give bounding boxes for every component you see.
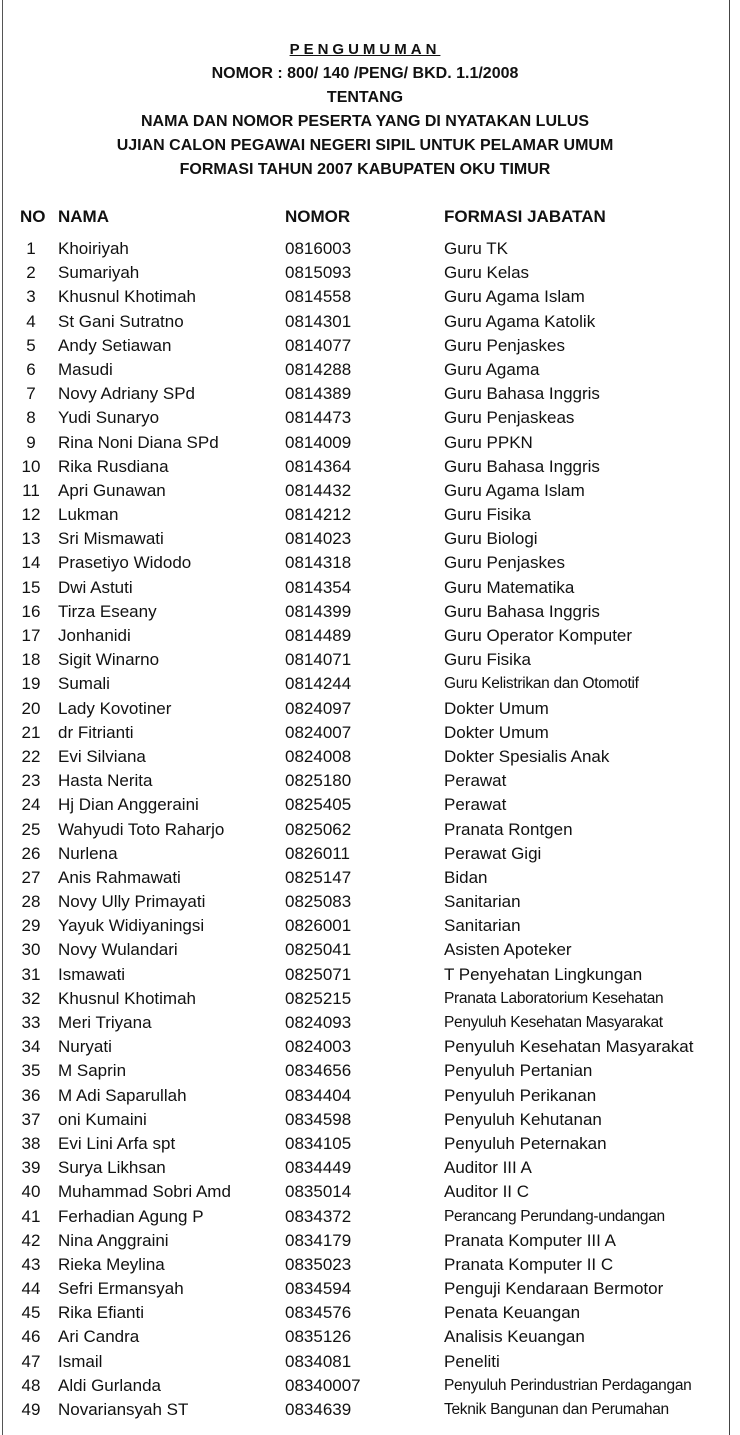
participant-name: St Gani Sutratno xyxy=(58,311,184,331)
table-row xyxy=(0,1253,730,1277)
announcement-number: NOMOR : 800/ 140 /PENG/ BKD. 1.1/2008 xyxy=(211,65,519,82)
row-number: 8 xyxy=(26,408,36,428)
participant-number: 0826001 xyxy=(285,916,352,936)
table-row xyxy=(0,1132,730,1156)
table-row xyxy=(0,769,730,793)
table-row xyxy=(0,648,730,672)
participant-number: 0824007 xyxy=(285,722,352,742)
table-row xyxy=(0,1035,730,1059)
participant-name: M Saprin xyxy=(58,1061,127,1081)
position-formation: Guru Kelistrikan dan Otomotif xyxy=(444,675,639,693)
row-number: 17 xyxy=(21,626,41,645)
participant-number: 0834594 xyxy=(285,1279,352,1299)
participant-name: Novy Ully Primayati xyxy=(58,892,206,912)
position-formation: Auditor II C xyxy=(444,1182,530,1202)
table-row xyxy=(0,987,730,1011)
participant-number: 0814288 xyxy=(285,359,352,379)
row-number: 48 xyxy=(21,1375,41,1395)
row-number: 24 xyxy=(21,795,41,815)
participant-number: 0834449 xyxy=(285,1158,352,1178)
row-number: 37 xyxy=(21,1109,41,1129)
participant-number: 0814071 xyxy=(285,650,352,670)
row-number: 22 xyxy=(21,746,41,766)
participant-number: 0814301 xyxy=(285,311,352,331)
position-formation: Penata Keuangan xyxy=(444,1303,581,1323)
table-row xyxy=(0,1301,730,1325)
position-formation: Guru Penjaskes xyxy=(444,553,565,573)
row-number: 38 xyxy=(21,1133,41,1153)
participant-number: 0814489 xyxy=(285,626,352,645)
participant-number: 0814244 xyxy=(285,674,352,694)
row-number: 13 xyxy=(21,529,41,549)
table-row xyxy=(0,600,730,624)
row-number: 1 xyxy=(26,239,36,258)
participant-name: Surya Likhsan xyxy=(58,1158,166,1178)
table-row xyxy=(0,842,730,866)
participant-number: 08340007 xyxy=(285,1375,361,1395)
participant-name: Lukman xyxy=(58,505,119,525)
table-row xyxy=(0,672,730,696)
row-number: 9 xyxy=(26,432,36,452)
participant-number: 0825062 xyxy=(285,819,352,839)
row-number: 23 xyxy=(21,771,41,791)
table-row xyxy=(0,1108,730,1132)
participant-number: 0814389 xyxy=(285,384,352,404)
participant-number: 0814023 xyxy=(285,529,352,549)
participant-name: Novariansyah ST xyxy=(58,1400,189,1419)
participant-number: 0834372 xyxy=(285,1206,352,1226)
participant-number: 0835014 xyxy=(285,1182,352,1202)
participant-name: Sefri Ermansyah xyxy=(58,1279,184,1299)
position-formation: Penyuluh Pertanian xyxy=(444,1061,593,1081)
position-formation: Sanitarian xyxy=(444,916,521,936)
participant-number: 0814354 xyxy=(285,577,352,597)
row-number: 6 xyxy=(26,359,36,379)
row-number: 20 xyxy=(21,698,41,718)
position-formation: Dokter Umum xyxy=(444,722,549,742)
position-formation: Guru Fisika xyxy=(444,505,531,525)
position-formation: Guru Agama Islam xyxy=(444,480,585,500)
participant-name: Yudi Sunaryo xyxy=(58,408,160,428)
position-formation: Pranata Komputer III A xyxy=(444,1230,616,1250)
participant-number: 0834576 xyxy=(285,1303,352,1323)
participant-number: 0825147 xyxy=(285,867,352,887)
participant-name: Nuryati xyxy=(58,1037,112,1057)
position-formation: Perawat xyxy=(444,771,507,791)
position-formation: Dokter Spesialis Anak xyxy=(444,746,610,766)
position-formation: Penyuluh Kehutanan xyxy=(444,1109,602,1129)
participant-number: 0814558 xyxy=(285,287,352,307)
participant-name: Andy Setiawan xyxy=(58,335,172,355)
table-row xyxy=(0,1180,730,1204)
participant-name: dr Fitrianti xyxy=(58,722,134,742)
table-row xyxy=(0,938,730,962)
row-number: 7 xyxy=(26,384,36,404)
position-formation: Dokter Umum xyxy=(444,698,549,718)
position-formation: Guru Bahasa Inggris xyxy=(444,456,600,476)
row-number: 47 xyxy=(21,1351,41,1371)
row-number: 27 xyxy=(21,867,41,887)
table-row xyxy=(0,1374,730,1398)
participant-name: Novy Adriany SPd xyxy=(58,384,196,404)
table-row xyxy=(0,1350,730,1374)
position-formation: Teknik Bangunan dan Perumahan xyxy=(444,1401,669,1418)
participant-number: 0835023 xyxy=(285,1254,352,1274)
table-row xyxy=(0,1059,730,1083)
participant-number: 0835126 xyxy=(285,1327,352,1347)
participant-name: Tirza Eseany xyxy=(58,601,157,621)
participant-number: 0834105 xyxy=(285,1133,352,1153)
table-row xyxy=(0,503,730,527)
position-formation: Guru Agama Katolik xyxy=(444,311,596,331)
table-row xyxy=(0,1084,730,1108)
row-number: 28 xyxy=(21,892,41,912)
table-row xyxy=(0,551,730,575)
table-row xyxy=(0,745,730,769)
participant-number: 0814318 xyxy=(285,553,352,573)
participant-number: 0824003 xyxy=(285,1037,352,1057)
participant-number: 0814009 xyxy=(285,432,352,452)
position-formation: Guru Penjaskeas xyxy=(444,408,575,428)
position-formation: Perawat Gigi xyxy=(444,843,542,863)
announcement-header xyxy=(0,38,730,182)
participant-number: 0824008 xyxy=(285,746,352,766)
table-row xyxy=(0,1229,730,1253)
participant-name: Hj Dian Anggeraini xyxy=(58,795,199,815)
row-number: 14 xyxy=(21,553,41,573)
row-number: 16 xyxy=(21,601,41,621)
participant-name: Jonhanidi xyxy=(58,626,131,645)
participant-number: 0814399 xyxy=(285,601,352,621)
participant-name: Khusnul Khotimah xyxy=(58,287,196,307)
row-number: 45 xyxy=(21,1303,41,1323)
position-formation: Guru Penjaskes xyxy=(444,335,565,355)
participant-name: Hasta Nerita xyxy=(58,771,153,791)
position-formation: Guru Agama Islam xyxy=(444,287,585,307)
position-formation: Auditor III A xyxy=(444,1158,532,1178)
participant-number: 0825215 xyxy=(285,988,352,1008)
row-number: 2 xyxy=(26,263,36,283)
table-row xyxy=(0,576,730,600)
participant-name: Sri Mismawati xyxy=(58,529,164,549)
column-header-no: NO xyxy=(20,207,46,226)
row-number: 5 xyxy=(26,335,36,355)
participant-number: 0826011 xyxy=(285,843,350,863)
participant-name: Apri Gunawan xyxy=(58,480,166,500)
column-header-nama: NAMA xyxy=(58,207,109,226)
row-number: 12 xyxy=(21,505,41,525)
row-number: 30 xyxy=(21,940,41,960)
participant-name: Prasetiyo Widodo xyxy=(58,553,192,573)
participant-name: Rieka Meylina xyxy=(58,1254,165,1274)
table-row xyxy=(0,237,730,261)
participant-number: 0814473 xyxy=(285,408,352,428)
row-number: 42 xyxy=(21,1230,41,1250)
participant-number: 0834639 xyxy=(285,1400,352,1419)
participant-number: 0814364 xyxy=(285,456,352,476)
position-formation: Pranata Rontgen xyxy=(444,819,573,839)
participant-name: Aldi Gurlanda xyxy=(58,1375,162,1395)
participant-name: Ari Candra xyxy=(58,1327,140,1347)
participant-name: Rika Efianti xyxy=(58,1303,144,1323)
position-formation: Analisis Keuangan xyxy=(444,1327,585,1347)
participant-name: Lady Kovotiner xyxy=(58,698,172,718)
position-formation: Penguji Kendaraan Bermotor xyxy=(444,1279,664,1299)
row-number: 46 xyxy=(21,1327,41,1347)
participant-number: 0824097 xyxy=(285,698,352,718)
announcement-about: TENTANG xyxy=(326,89,404,106)
position-formation: T Penyehatan Lingkungan xyxy=(444,964,643,984)
table-row xyxy=(0,455,730,479)
table-row xyxy=(0,963,730,987)
participant-number: 0834656 xyxy=(285,1061,352,1081)
participant-name: Evi Lini Arfa spt xyxy=(58,1133,176,1153)
participant-number: 0825041 xyxy=(285,940,352,960)
participant-name: Sumali xyxy=(58,674,110,694)
participant-name: Muhammad Sobri Amd xyxy=(58,1182,231,1202)
position-formation: Pranata Komputer II C xyxy=(444,1254,614,1274)
participant-name: Yayuk Widiyaningsi xyxy=(58,916,205,936)
table-row xyxy=(0,793,730,817)
table-row xyxy=(0,1205,730,1229)
participant-name: Rina Noni Diana SPd xyxy=(58,432,219,452)
participant-number: 0814432 xyxy=(285,480,352,500)
participant-name: Wahyudi Toto Raharjo xyxy=(58,819,225,839)
table-row xyxy=(0,818,730,842)
position-formation: Sanitarian xyxy=(444,892,521,912)
table-row xyxy=(0,310,730,334)
participant-name: Evi Silviana xyxy=(58,746,146,766)
table-row xyxy=(0,721,730,745)
participant-number: 0814077 xyxy=(285,335,352,355)
table-row xyxy=(0,1325,730,1349)
row-number: 40 xyxy=(21,1182,41,1202)
row-number: 36 xyxy=(21,1085,41,1105)
row-number: 21 xyxy=(21,722,41,742)
table-row xyxy=(0,697,730,721)
position-formation: Guru Agama xyxy=(444,359,540,379)
participant-name: Khusnul Khotimah xyxy=(58,988,196,1008)
participant-name: Anis Rahmawati xyxy=(58,867,181,887)
row-number: 33 xyxy=(21,1013,41,1032)
announcement-subject-line-3: FORMASI TAHUN 2007 KABUPATEN OKU TIMUR xyxy=(179,161,551,178)
table-row xyxy=(0,334,730,358)
row-number: 43 xyxy=(21,1254,41,1274)
position-formation: Guru PPKN xyxy=(444,432,533,452)
column-header-nomor: NOMOR xyxy=(285,207,351,226)
participant-name: Masudi xyxy=(58,359,113,379)
participant-number: 0834179 xyxy=(285,1230,352,1250)
row-number: 41 xyxy=(21,1206,41,1226)
position-formation: Peneliti xyxy=(444,1351,500,1371)
position-formation: Penyuluh Perindustrian Perdagangan xyxy=(444,1376,692,1394)
participant-name: Meri Triyana xyxy=(58,1013,152,1032)
table-row xyxy=(0,624,730,648)
announcement-title: PENGUMUMAN xyxy=(289,41,441,58)
table-row xyxy=(0,479,730,503)
participant-number: 0825071 xyxy=(285,964,352,984)
position-formation: Guru Bahasa Inggris xyxy=(444,601,600,621)
row-number: 25 xyxy=(21,819,41,839)
row-number: 4 xyxy=(26,311,36,331)
table-row xyxy=(0,261,730,285)
participant-name: Novy Wulandari xyxy=(58,940,178,960)
participant-name: Khoiriyah xyxy=(58,239,129,258)
row-number: 3 xyxy=(26,287,36,307)
announcement-subject-line-2: UJIAN CALON PEGAWAI NEGERI SIPIL UNTUK PELAMAR UMUM xyxy=(116,137,614,154)
participant-name: Nina Anggraini xyxy=(58,1230,169,1250)
row-number: 29 xyxy=(21,916,41,936)
table-row xyxy=(0,431,730,455)
table-row xyxy=(0,527,730,551)
participant-number: 0825405 xyxy=(285,795,352,815)
participant-name: Rika Rusdiana xyxy=(58,456,169,476)
participant-number: 0814212 xyxy=(285,505,352,525)
table-row xyxy=(0,866,730,890)
announcement-subject-line-1: NAMA DAN NOMOR PESERTA YANG DI NYATAKAN LULUS xyxy=(140,113,590,130)
table-row xyxy=(0,285,730,309)
row-number: 15 xyxy=(21,577,41,597)
position-formation: Guru TK xyxy=(444,239,508,258)
table-row xyxy=(0,1398,730,1422)
position-formation: Guru Kelas xyxy=(444,263,530,283)
column-header-formasi: FORMASI JABATAN xyxy=(444,207,606,226)
position-formation: Guru Fisika xyxy=(444,650,531,670)
participant-name: Ismail xyxy=(58,1351,103,1371)
position-formation: Perancang Perundang-undangan xyxy=(444,1207,665,1225)
row-number: 26 xyxy=(21,843,41,863)
participant-number: 0834404 xyxy=(285,1085,352,1105)
row-number: 39 xyxy=(21,1158,41,1178)
table-row xyxy=(0,382,730,406)
row-number: 32 xyxy=(21,988,41,1008)
row-number: 44 xyxy=(21,1279,41,1299)
participant-list xyxy=(0,237,730,1422)
participant-number: 0825083 xyxy=(285,892,352,912)
row-number: 18 xyxy=(21,650,41,670)
participant-name: Sumariyah xyxy=(58,263,140,283)
participant-number: 0834598 xyxy=(285,1109,352,1129)
position-formation: Penyuluh Kesehatan Masyarakat xyxy=(444,1014,663,1031)
position-formation: Perawat xyxy=(444,795,507,815)
table-row xyxy=(0,1156,730,1180)
table-row xyxy=(0,1011,730,1035)
participant-name: oni Kumaini xyxy=(58,1109,147,1129)
participant-number: 0825180 xyxy=(285,771,352,791)
participant-number: 0834081 xyxy=(285,1351,352,1371)
table-row xyxy=(0,890,730,914)
table-row xyxy=(0,1277,730,1301)
participant-number: 0824093 xyxy=(285,1013,352,1032)
position-formation: Bidan xyxy=(444,867,488,887)
table-row xyxy=(0,914,730,938)
table-row xyxy=(0,358,730,382)
position-formation: Penyuluh Perikanan xyxy=(444,1085,597,1105)
participant-number: 0815093 xyxy=(285,263,352,283)
position-formation: Penyuluh Peternakan xyxy=(444,1133,607,1153)
position-formation: Guru Biologi xyxy=(444,529,538,549)
row-number: 35 xyxy=(21,1061,41,1081)
participant-name: Sigit Winarno xyxy=(58,650,160,670)
position-formation: Asisten Apoteker xyxy=(444,940,572,960)
position-formation: Guru Matematika xyxy=(444,577,575,597)
participant-name: Dwi Astuti xyxy=(58,577,133,597)
position-formation: Penyuluh Kesehatan Masyarakat xyxy=(444,1037,694,1057)
position-formation: Pranata Laboratorium Kesehatan xyxy=(444,989,664,1007)
row-number: 34 xyxy=(21,1037,41,1057)
table-row xyxy=(0,406,730,430)
participant-number: 0816003 xyxy=(285,239,352,258)
position-formation: Guru Operator Komputer xyxy=(444,626,633,645)
position-formation: Guru Bahasa Inggris xyxy=(444,384,600,404)
row-number: 49 xyxy=(21,1400,41,1419)
row-number: 11 xyxy=(22,480,40,500)
participant-name: Ismawati xyxy=(58,964,126,984)
row-number: 19 xyxy=(21,674,41,694)
row-number: 31 xyxy=(21,964,41,984)
participant-name: M Adi Saparullah xyxy=(58,1085,187,1105)
participant-name: Ferhadian Agung P xyxy=(58,1206,204,1226)
row-number: 10 xyxy=(21,456,41,476)
participant-name: Nurlena xyxy=(58,843,118,863)
